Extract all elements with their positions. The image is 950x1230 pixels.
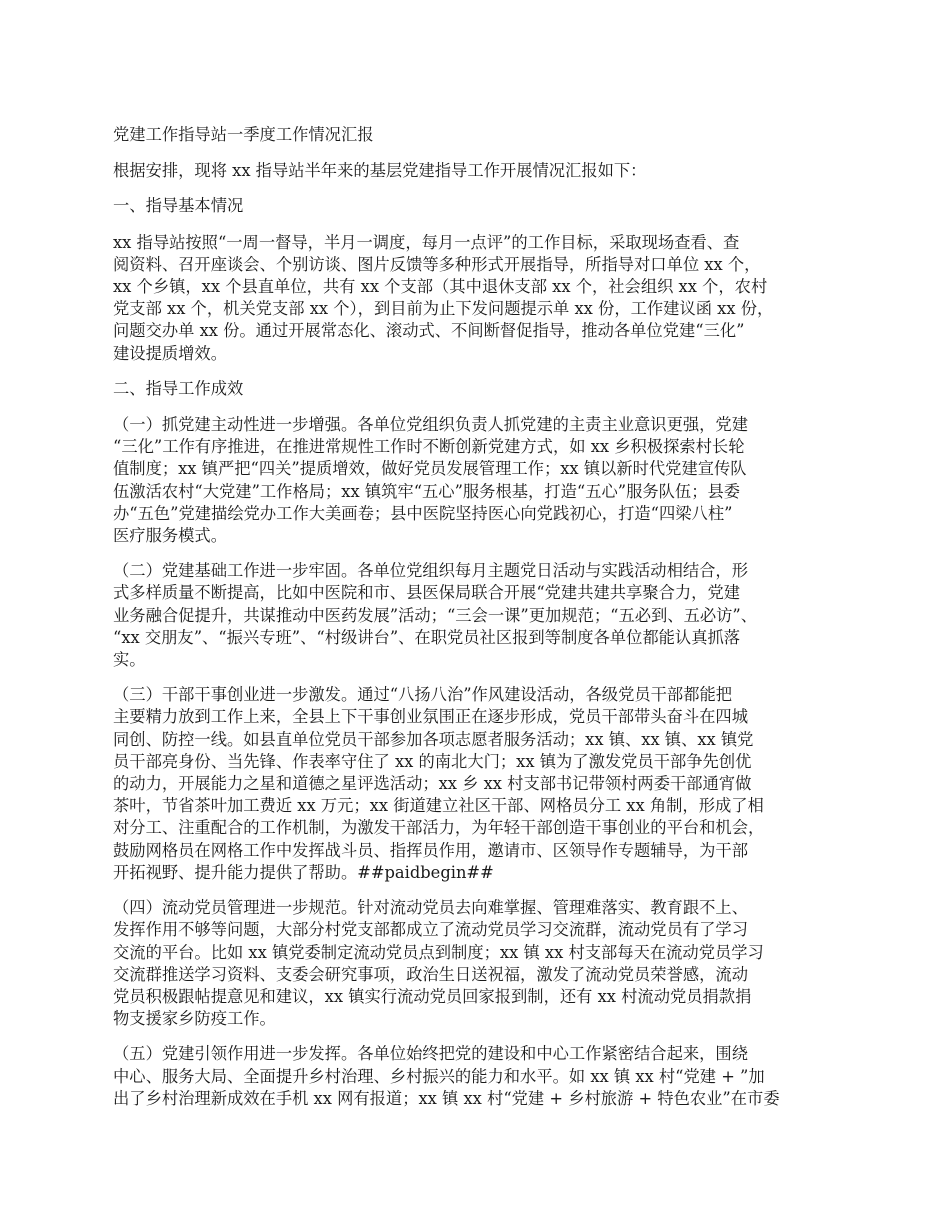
results-paragraph-4: （四）流动党员管理进一步规范。针对流动党员去向难掌握、管理难落实、教育跟不上、 发挥作用不够等问题，大部分村党支部都成立了流动党员学习交流群，流动党员有了学习 交流的平台。比如 xx 镇党委制定流动党员点到制度；xx 镇 xx 村支部每天在流动党员学习 交流群推送学习资料、支委会研究事项，政治生日送祝福，激发了流动党员荣誉感，流动 党员积极跟帖提意见和建议，xx 镇实行流动党员回家报到制，还有 xx 村流动党员捐款捐 物支援家乡防疫工作。 <box>113 898 764 1029</box>
section-basic-body: xx 指导站按照“一周一督导，半月一调度，每月一点评”的工作目标，采取现场查看、查 阅资料、召开座谈会、个别访谈、图片反馈等多种形式开展指导，所指导对口单位 xx 个， xx 个乡镇，xx 个县直单位，共有 xx 个支部（其中退休支部 xx 个，社会组织 xx 个，农村 党支部 xx 个，机关党支部 xx 个），到目前为止下发问题提示单 xx 份，工作建议函 xx 份， 问题交办单 xx 份。通过开展常态化、滚动式、不间断督促指导，推动各单位党建“三化” 建设提质增效。 <box>113 232 774 363</box>
section-heading-basic: 一、指导基本情况 <box>113 196 244 216</box>
document-page <box>113 124 855 1123</box>
results-paragraph-1: （一）抓党建主动性进一步增强。各单位党组织负责人抓党建的主责主业意识更强，党建 “三化”工作有序推进，在推进常规性工作时不断创新党建方式，如 xx 乡积极探索村长轮 值制度；xx 镇严把“四关”提质增效，做好党员发展管理工作；xx 镇以新时代党建宣传队 伍激活农村“大党建”工作格局；xx 镇筑牢“五心”服务根基，打造“五心”服务队伍；县委 办“五色”党建描绘党办工作大美画卷；县中医院坚持医心向党践初心，打造“四梁八柱” 医疗服务模式。 <box>113 415 748 546</box>
section-heading-results: 二、指导工作成效 <box>113 378 244 398</box>
results-paragraph-3: （三）干部干事创业进一步激发。通过“八扬八治”作风建设活动，各级党员干部都能把 主要精力放到工作上来，全县上下干事创业氛围正在逐步形成，党员干部带头奋斗在四城 同创、防控一线。如县直单位党员干部参加各项志愿者服务活动；xx 镇、xx 镇、xx 镇党 员干部亮身份、当先锋、作表率守住了 xx 的南北大门；xx 镇为了激发党员干部争先创优 的动力，开展能力之星和道德之星评选活动；xx 乡 xx 村支部书记带领村两委干部通宵做 茶叶，节省茶叶加工费近 xx 万元；xx 街道建立社区干部、网格员分工 xx 角制，形成了相 对分工、注重配合的工作机制，为激发干部活力，为年轻干部创造干事创业的平台和机会， 鼓励网格员在网格工作中发挥战斗员、指挥员作用，邀请市、区领导作专题辅导，为干部 开拓视野、提升能力提供了帮助。##paidbegin## <box>113 685 765 882</box>
intro-paragraph: 根据安排，现将 xx 指导站半年来的基层党建指导工作开展情况汇报如下： <box>113 161 647 181</box>
results-paragraph-5: （五）党建引领作用进一步发挥。各单位始终把党的建设和中心工作紧密结合起来，围绕 中心、服务大局、全面提升乡村治理、乡村振兴的能力和水平。如 xx 镇 xx 村“党建 + ”加 出了乡村治理新成效在手机 xx 网有报道；xx 镇 xx 村“党建 + 乡村旅游 + 特色农业”在市委 <box>113 1044 780 1108</box>
results-paragraph-2: （二）党建基础工作进一步牢固。各单位党组织每月主题党日活动与实践活动相结合，形 式多样质量不断提高，比如中医院和市、县医保局联合开展“党建共建共享聚合力，党建 业务融合促提升，共谋推动中医药发展”活动；“三会一课”更加规范；“五必到、五必访”、 “xx 交朋友”、“振兴专班”、“村级讲台”、在职党员社区报到等制度各单位都能认真抓落 实。 <box>113 561 758 670</box>
document-title: 党建工作指导站一季度工作情况汇报 <box>113 125 374 144</box>
